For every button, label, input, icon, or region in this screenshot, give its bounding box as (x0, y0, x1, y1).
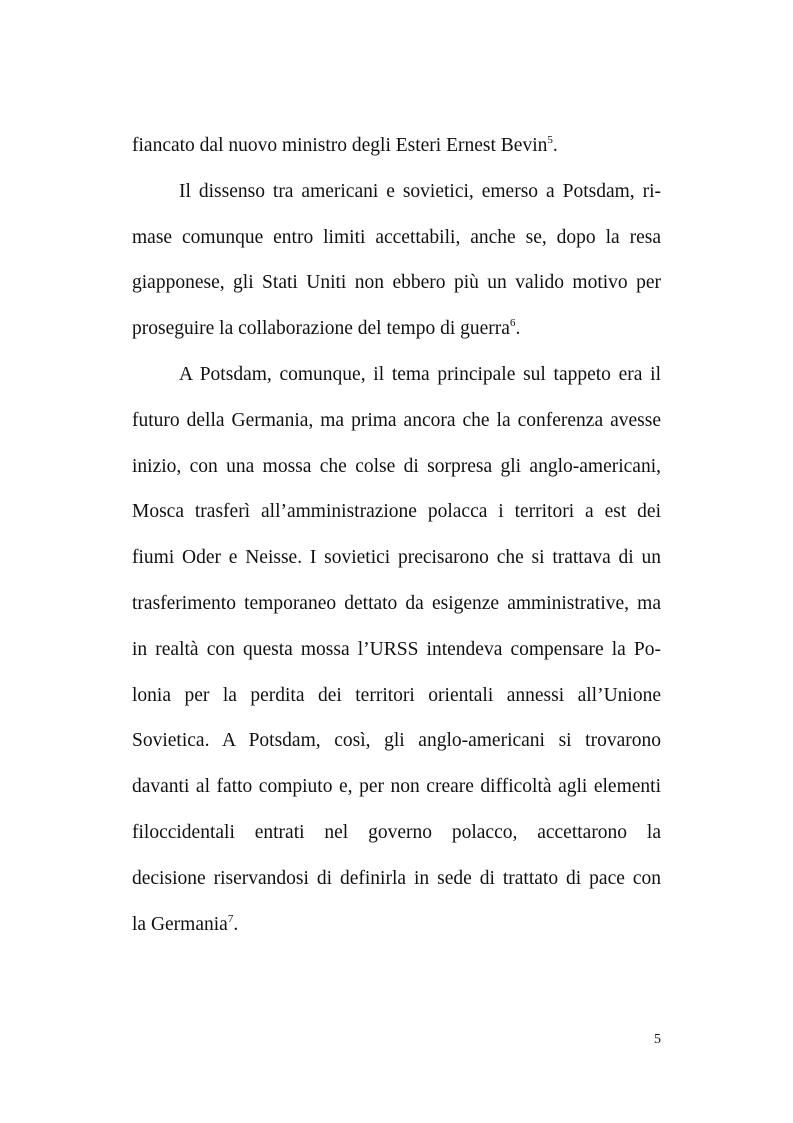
paragraph-3-line-4: Mosca trasferì all’amministrazione polacca i territori a est dei (132, 501, 661, 523)
paragraph-2-line-2: mase comunque entro limiti accettabili, anche se, dopo la resa (132, 226, 661, 248)
paragraph-3-line-9: Sovietica. A Potsdam, così, gli anglo-americani si trovarono (132, 730, 661, 752)
paragraph-3-line-2: futuro della Germania, ma prima ancora che la conferenza avesse (132, 409, 661, 431)
paragraph-3-line-1: A Potsdam, comunque, il tema principale sul tappeto era il (179, 363, 661, 385)
paragraph-3-line-11: filoccidentali entrati nel governo polacco, accettarono la (132, 821, 661, 843)
footnote-ref-7[interactable]: 7 (227, 912, 234, 925)
page-number: 5 (654, 1032, 661, 1047)
paragraph-3-line-7: in realtà con questa mossa l’URSS intendeva compensare la Po- (132, 638, 661, 660)
paragraph-1-line-1 (132, 126, 661, 172)
paragraph-3-line-3: inizio, con una mossa che colse di sorpresa gli anglo-americani, (132, 455, 661, 477)
text-run: la Germania (132, 913, 228, 935)
punctuation: . (233, 913, 239, 935)
paragraph-2-line-4 (132, 309, 661, 355)
paragraph-3-line-6: trasferimento temporaneo dettato da esigenze amministrative, ma (132, 592, 661, 614)
paragraph-3-line-5: fiumi Oder e Neisse. I sovietici precisarono che si trattava di un (132, 547, 661, 569)
punctuation: . (515, 318, 521, 340)
text-run: proseguire la collaborazione del tempo di guerra (132, 318, 510, 340)
paragraph-2-line-1: Il dissenso tra americani e sovietici, emerso a Potsdam, ri- (179, 180, 661, 202)
paragraph-3-line-12: decisione riservandosi di definirla in sede di trattato di pace con (132, 867, 661, 889)
paragraph-2-line-3: giapponese, gli Stati Uniti non ebbero più un valido motivo per (132, 272, 661, 294)
text-run: fiancato dal nuovo ministro degli Esteri Ernest Bevin (132, 135, 548, 156)
paragraph-3-line-13 (132, 905, 661, 951)
footnote-ref-6[interactable]: 6 (509, 317, 516, 330)
footnote-ref-5[interactable]: 5 (547, 134, 553, 146)
page-body (132, 126, 661, 950)
paragraph-3-line-8: lonia per la perdita dei territori orientali annessi all’Unione (132, 684, 661, 706)
punctuation: . (552, 135, 558, 156)
paragraph-3-line-10: davanti al fatto compiuto e, per non creare difficoltà agli elementi (132, 776, 661, 798)
